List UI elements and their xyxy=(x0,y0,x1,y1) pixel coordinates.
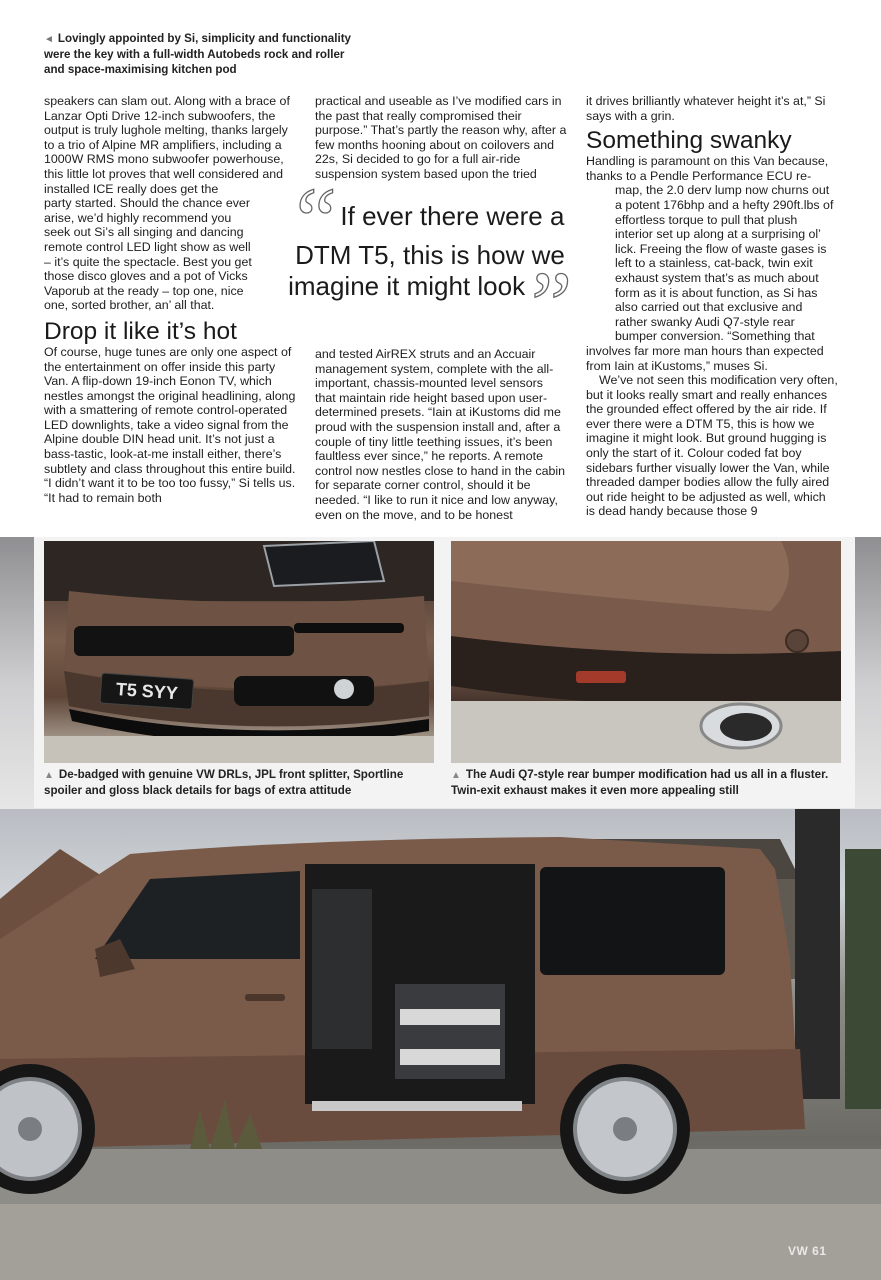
pull-quote-text: If ever there were a DTM T5, this is how we imagine it might look xyxy=(288,201,565,301)
open-quote-icon: “ xyxy=(295,169,337,271)
col3-heading: Something swanky xyxy=(586,127,792,155)
top-caption xyxy=(44,31,364,77)
number-plate xyxy=(100,673,194,709)
col2-para1: practical and useable as I’ve modified cars in the past that really compromised their purpose.” That’s partly the reason why, after a few months hooning about on coilovers and 22s, Si decided to go for a full air-ride suspension system based upon the tried xyxy=(315,94,567,181)
article-column-2-top xyxy=(315,94,567,182)
caption-left xyxy=(44,767,439,798)
hero-van-photo xyxy=(0,809,881,1280)
col3-para3: We’ve not seen this modification very often, but it looks really smart and really enhances the grounded effect offered by the air ride. If ever there were a DTM T5, this is how we imagine it might look. But ground hugging is only the start of it. Colour coded fat boy sidebars further visually lower the Van, while threaded damper bodies allow the fully aired out ride height to be adjusted as well, which is dead handy because those 9 xyxy=(586,373,838,519)
col3-para2-lead: Handling is paramount on this Van because, thanks to a Pendle Performance ECU re- xyxy=(586,154,829,183)
article-column-3 xyxy=(586,94,838,519)
col1-para2: Of course, huge tunes are only one aspect of the entertainment on offer inside this party Van. A flip-down 19-inch Eonon TV, which nestles amongst the original headlining, along with a smattering of remote control-operated LED downlights, take a video signal from the Alpine double DIN head unit. It’s not just a bass-tastic, look-at-me install either, there’s subtlety and class throughout this entire build. “I didn’t want it to be too too fussy,” Si tells us. “It had to remain both xyxy=(44,344,296,505)
pull-quote xyxy=(265,169,595,355)
col1-heading: Drop it like it’s hot xyxy=(44,317,237,345)
front-bumper-photo xyxy=(44,541,434,763)
col1-wrap-text: party started. Should the chance ever arise, we’d highly recommend you seek out Si’s all singing and dancing remote control LED light show as well – it’s quite the spectacle. Best you get those disco gloves and a pot of Vicks Vaporub at the ready – top one, nice one, sorted brother, an’ all that. xyxy=(44,196,252,313)
col1-para1: speakers can slam out. Along with a brace of Lanzar Opti Drive 12-inch subwoofers, the output is truly lughole melting, thanks largely to a trio of Alpine MR amplifiers, including a 1000W RMS mono subwoofer powerhouse, this little lot proves that well considered and installed ICE really does get the xyxy=(44,94,290,196)
top-caption-text: Lovingly appointed by Si, simplicity and functionality were the key with a full-width Autobeds rock and roller and space-maximising kitchen pod xyxy=(44,32,351,76)
rear-bumper-illustration xyxy=(451,541,841,763)
plate-text: T5 SYY xyxy=(115,679,179,704)
col3-para1: it drives brilliantly whatever height it’s at,” Si says with a grin. xyxy=(586,94,826,123)
front-bumper-illustration xyxy=(44,541,434,763)
triangle-left-icon: ◄ xyxy=(44,34,54,45)
article-column-1 xyxy=(44,94,296,505)
close-quote-icon: ” xyxy=(531,253,572,355)
caption-right xyxy=(451,767,846,798)
caption-right-text: The Audi Q7-style rear bumper modification had us all in a fluster. Twin-exit exhaust makes it even more appealing still xyxy=(451,768,829,797)
col3-para2-tail: involves far more man hours than expected from Iain at iKustoms,” muses Si. xyxy=(586,343,824,373)
article-column-2-bottom xyxy=(315,347,567,522)
triangle-up-icon: ▲ xyxy=(44,770,54,781)
caption-left-text: De-badged with genuine VW DRLs, JPL front splitter, Sportline spoiler and gloss black details for bags of extra attitude xyxy=(44,768,404,797)
col3-para2-wrap: map, the 2.0 derv lump now churns out a potent 176bhp and a hefty 290ft.lbs of effortless torque to pull that plush interior set up along at a surprising ol’ lick. Freeing the flow of waste gases is left to a stainless, cat-back, twin exit exhaust system that’s as much about form as it is about function, as Si has also carried out that exclusive and rather swanky Audi Q7-style rear bumper conversion. “Something that xyxy=(615,183,834,344)
van-illustration xyxy=(0,809,881,1280)
page-folio: VW 61 xyxy=(788,1244,827,1258)
triangle-up-icon: ▲ xyxy=(451,770,461,781)
col2-para2: and tested AirREX struts and an Accuair management system, complete with the all-important, chassis-mounted level sensors that maintain ride height based upon user-determined presets. “Iain at iKustoms did me proud with the suspension install and, after a couple of tiny little teething issues, it’s been faultless ever since,” he reports. A remote control now nestles close to hand in the cabin for separate corner control, should it be needed. “I like to run it nice and low anyway, even on the move, and to be honest xyxy=(315,347,566,522)
rear-bumper-photo xyxy=(451,541,841,763)
